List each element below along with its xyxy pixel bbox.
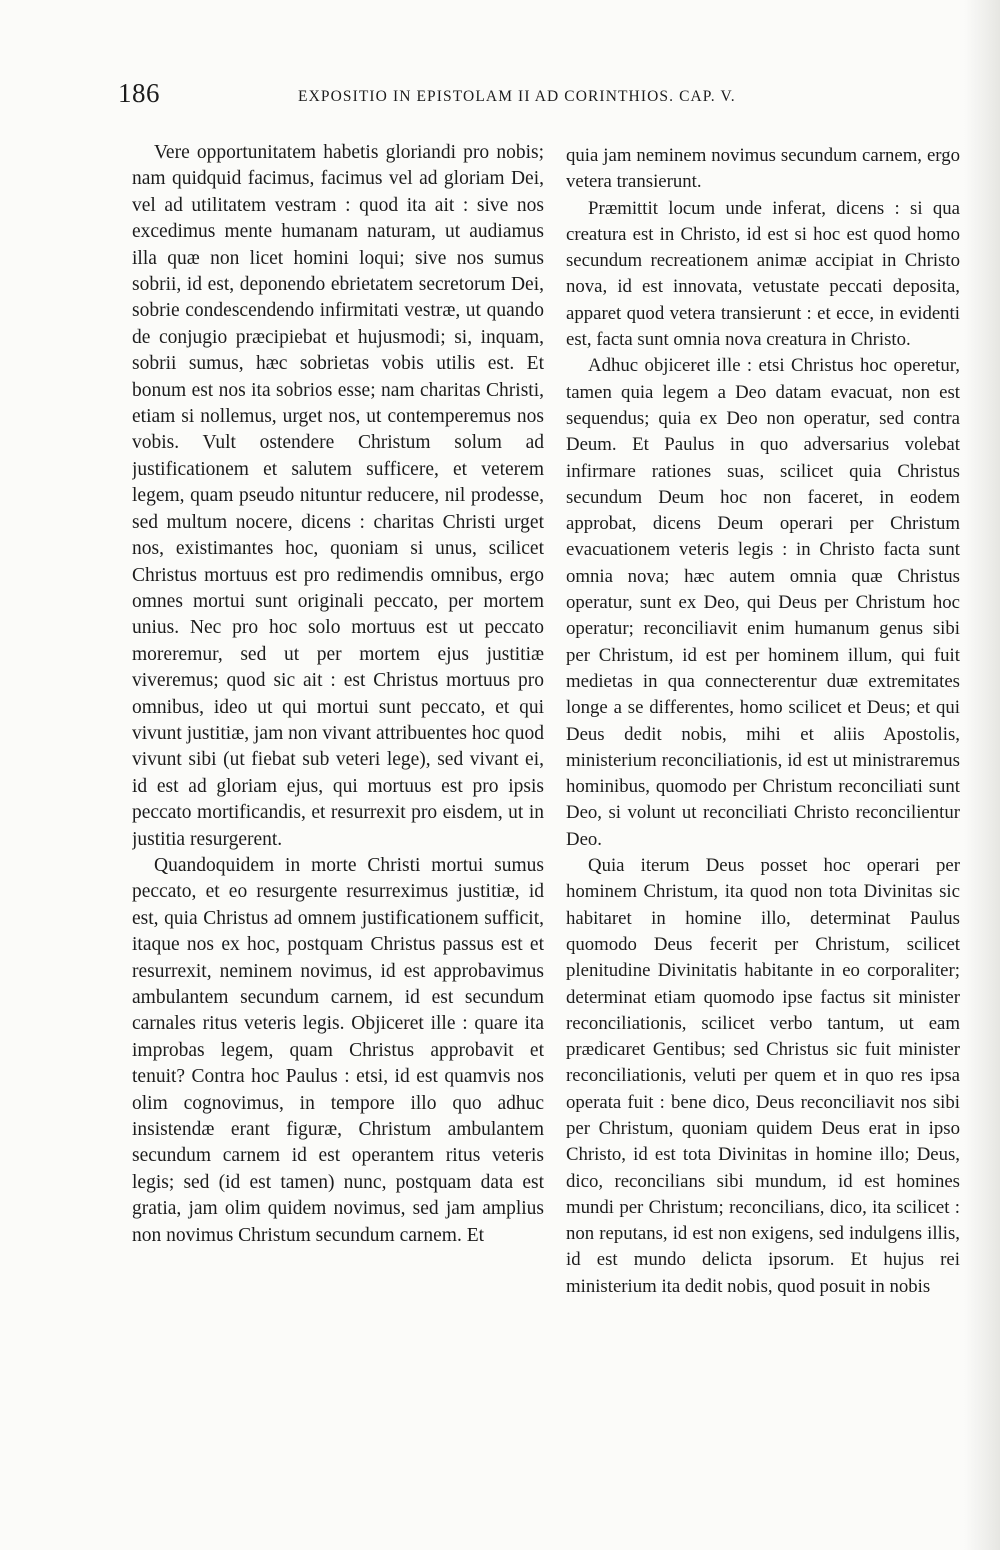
left-paragraph-2: Quandoquidem in morte Christi mortui sumus peccato, et eo resurgente resurreximus justitiæ, id est, quia Christus ad omnem justificationem sufficit, itaque nos ex hoc, postquam Christus passus est et resurrexit, neminem novimus, id est approbavimus ambulantem secundum carnem, id est secundum carnales ritus veteris legis. Objiceret ille : quare ita improbas legem, quam Christus approbavit et tenuit? Contra hoc Paulus : etsi, id est quamvis nos olim cognovimus, in tempore illo quo adhuc insistendæ erant figuræ, Christum ambulantem secundum carnem id est operantem ritus veteris legis; sed (id est tamen) nunc, postquam data est gratia, jam olim quidem novimus, sed jam amplius non novimus Christum secundum carnem. Et [132, 854, 544, 1246]
left-paragraph-1: Vere opportunitatem habetis gloriandi pro nobis; nam quidquid facimus, facimus vel ad gloriam Dei, vel ad utilitatem vestram : quod ita ait : sive nos excedimus mente humanam naturam, ut audiamus illa quæ non licet homini loqui; sive nos sumus sobrii, id est, deponendo ebrietatem secretorum Dei, sobrie condescendendo infirmitati vestræ, ut quando de conjugio præcipiebat et hujusmodi; si, inquam, sobrii sumus, hæc sobrietas vobis utilis est. Et bonum est nos ita sobrios esse; nam charitas Christi, etiam si nollemus, urget nos, ut contemperemus nos vobis. Vult ostendere Christum solum ad justificationem et salutem sufficere, et veterem legem, quam pseudo nituntur reducere, nil prodesse, sed multum nocere, dicens : charitas Christi urget nos, existimantes hoc, quoniam si unus, scilicet Christus mortuus est pro redimendis omnibus, ergo omnes mortui sunt originali peccato, per mortem unius. Nec pro hoc solo mortuus est ut peccato moreremur, sed ut per mortem ejus justitiæ viveremus; quod sic ait : est Christus mortuus pro omnibus, ideo ut qui mortui sunt peccato, et qui vivunt justitiæ, jam non vivant attribuentes hoc quod vivunt sibi (ut fiebat sub veteri lege), sed vivant ei, id est ad gloriam ejus, qui mortuus est pro ipsis peccato mortificandis, et resurrexit pro eisdem, ut in justitia resurgerent. [132, 142, 544, 850]
right-paragraph-2: Præmittit locum unde inferat, dicens : si qua creatura est in Christo, id est si hoc est quod homo secundum recreationem animæ accipiat in Christo nova, id est innovata, vetustate peccati deposita, apparet quod vetera transierunt : et ecce, in evidenti est, facta sunt omnia nova creatura in Christo. [566, 197, 960, 351]
page-header [118, 78, 828, 112]
right-paragraph-3: Adhuc objiceret ille : etsi Christus hoc operetur, tamen quia legem a Deo datam evacuat, non est sequendus; quia ex Deo non operatur, sed contra Deum. Et Paulus in quo adversarius volebat infirmare rationes suas, scilicet quia Christus secundum Deum hoc non faceret, in eodem approbat, dicens Deum operari per Christum evacuationem veteris legis : in Christo facta sunt omnia nova; hæc autem omnia quæ Christus operatur, sunt ex Deo, qui Deus per Christum hoc operatur; reconciliavit enim humanum genus sibi per Christum, id est per hominem illum, qui fuit medietas in qua connecterentur duæ extremitates longe a se differentes, homo scilicet et Deus; et qui Deus dedit nobis, mihi et aliis Apostolis, ministerium reconciliationis, id est ut ministraremus hominibus, quomodo per Christum reconciliati sunt Deo, si volunt ut reconciliati Christo reconcilientur Deo. [566, 355, 960, 850]
right-paragraph-1: quia jam neminem novimus secundum carnem, ergo vetera transierunt. [566, 145, 960, 193]
page-edge-shadow [964, 0, 1000, 1550]
page-number: 186 [118, 78, 160, 108]
right-column [566, 143, 960, 1300]
right-paragraph-4: Quia iterum Deus posset hoc operari per hominem Christum, ita quod non tota Divinitas sic habitaret in homine illo, determinat Paulus quomodo Deus fecerit per Christum, scilicet plenitudine Divinitatis habitante in eo corporaliter; determinat etiam quomodo ipse factus sit minister reconciliationis, scilicet verbo tantum, ut eam prædicaret Gentibus; sed Christus sic fuit minister reconciliationis, veluti per quem et in quo res ipsa operata fuit : bene dico, Deus reconciliavit nos sibi per Christum, quoniam quidem Deus erat in ipso Christo, id est tota Divinitas in homine illo; Deus, dico, reconcilians sibi mundum, id est homines mundi per Christum; reconcilians, dico, ita scilicet : non reputans, id est non exigens, sed indulgens illis, id est mundo delicta ipsorum. Et hujus rei ministerium ita dedit nobis, quod posuit in nobis [566, 855, 960, 1297]
left-column [132, 140, 544, 1249]
running-title: EXPOSITIO IN EPISTOLAM II AD CORINTHIOS. CAP. V. [298, 88, 736, 105]
